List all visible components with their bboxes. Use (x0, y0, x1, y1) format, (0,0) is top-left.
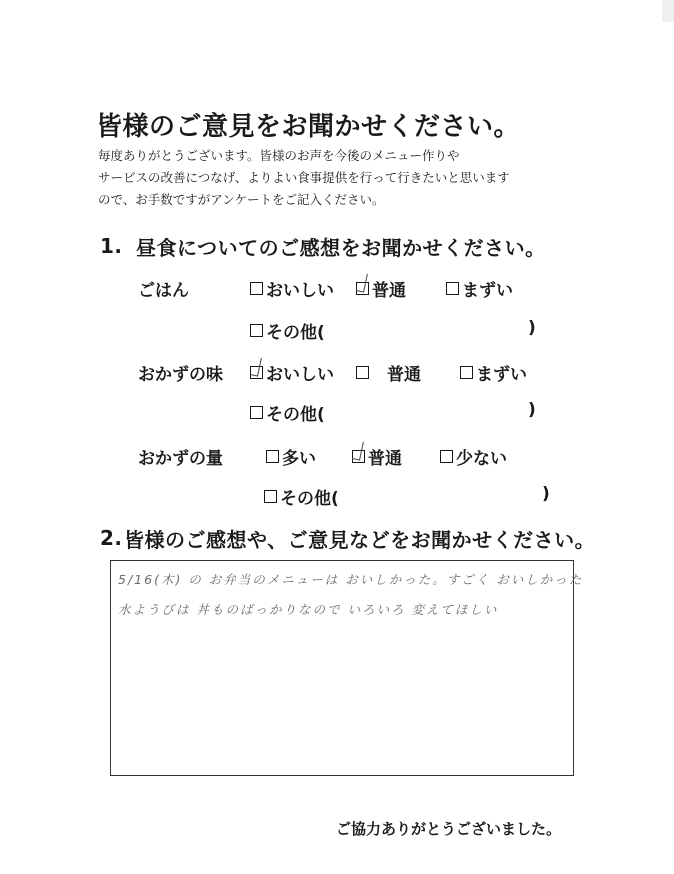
amount-option-much[interactable]: 多い (266, 444, 316, 469)
free-comment-box[interactable] (110, 560, 574, 776)
closing-message: ご協力ありがとうございました。 (336, 820, 562, 838)
question-2-text: 皆様のご感想や、ご意見などをお聞かせください。 (124, 528, 596, 552)
rice-other-close-paren: ) (528, 318, 536, 338)
question-2-number: 2. (100, 526, 123, 550)
question-1-number: 1. (100, 234, 123, 258)
taste-other-close-paren: ) (528, 400, 536, 420)
checkbox[interactable] (250, 406, 263, 419)
taste-option-bad[interactable]: まずい (460, 360, 527, 385)
intro-line-1: 毎度ありがとうございます。皆様のお声を今後のメニュー作りや (98, 148, 460, 163)
rice-option-normal[interactable]: 普通 (356, 276, 406, 301)
amount-option-little[interactable]: 少ない (440, 444, 507, 469)
checkbox[interactable] (266, 450, 279, 463)
rice-option-tasty[interactable]: おいしい (250, 276, 334, 301)
checked-checkbox[interactable] (356, 282, 369, 295)
checked-checkbox[interactable] (250, 366, 263, 379)
checkbox[interactable] (250, 324, 263, 337)
taste-option-normal[interactable]: 普通 (356, 360, 421, 385)
page-title: 皆様のご意見をお聞かせください。 (96, 112, 521, 142)
rice-label: ごはん (138, 281, 189, 301)
taste-option-tasty[interactable]: おいしい (250, 360, 334, 385)
checkbox[interactable] (264, 490, 277, 503)
handwritten-comment-line-1: 5/16(木) の お弁当のメニューは おいしかった。すごく おいしかった (118, 572, 584, 587)
checkbox[interactable] (250, 282, 263, 295)
taste-option-other[interactable]: その他( (250, 400, 325, 425)
amount-other-close-paren: ) (542, 484, 550, 504)
rice-option-bad[interactable]: まずい (446, 276, 513, 301)
question-1-text: 昼食についてのご感想をお聞かせください。 (136, 236, 546, 260)
intro-line-3: ので、お手数ですがアンケートをご記入ください。 (98, 192, 385, 207)
side-dish-taste-label: おかずの味 (138, 365, 223, 385)
checkbox[interactable] (460, 366, 473, 379)
rice-option-other[interactable]: その他( (250, 318, 325, 343)
checkbox[interactable] (446, 282, 459, 295)
amount-option-other[interactable]: その他( (264, 484, 339, 509)
scan-corner-mark (662, 0, 674, 22)
intro-line-2: サービスの改善につなげ、よりよい食事提供を行って行きたいと思います (98, 170, 510, 185)
checkbox[interactable] (356, 366, 369, 379)
amount-option-normal[interactable]: 普通 (352, 444, 402, 469)
checkbox[interactable] (440, 450, 453, 463)
handwritten-comment-line-2: 水ようびは 丼ものばっかりなので いろいろ 変えてほしい (118, 602, 499, 617)
checked-checkbox[interactable] (352, 450, 365, 463)
side-dish-amount-label: おかずの量 (138, 449, 223, 469)
